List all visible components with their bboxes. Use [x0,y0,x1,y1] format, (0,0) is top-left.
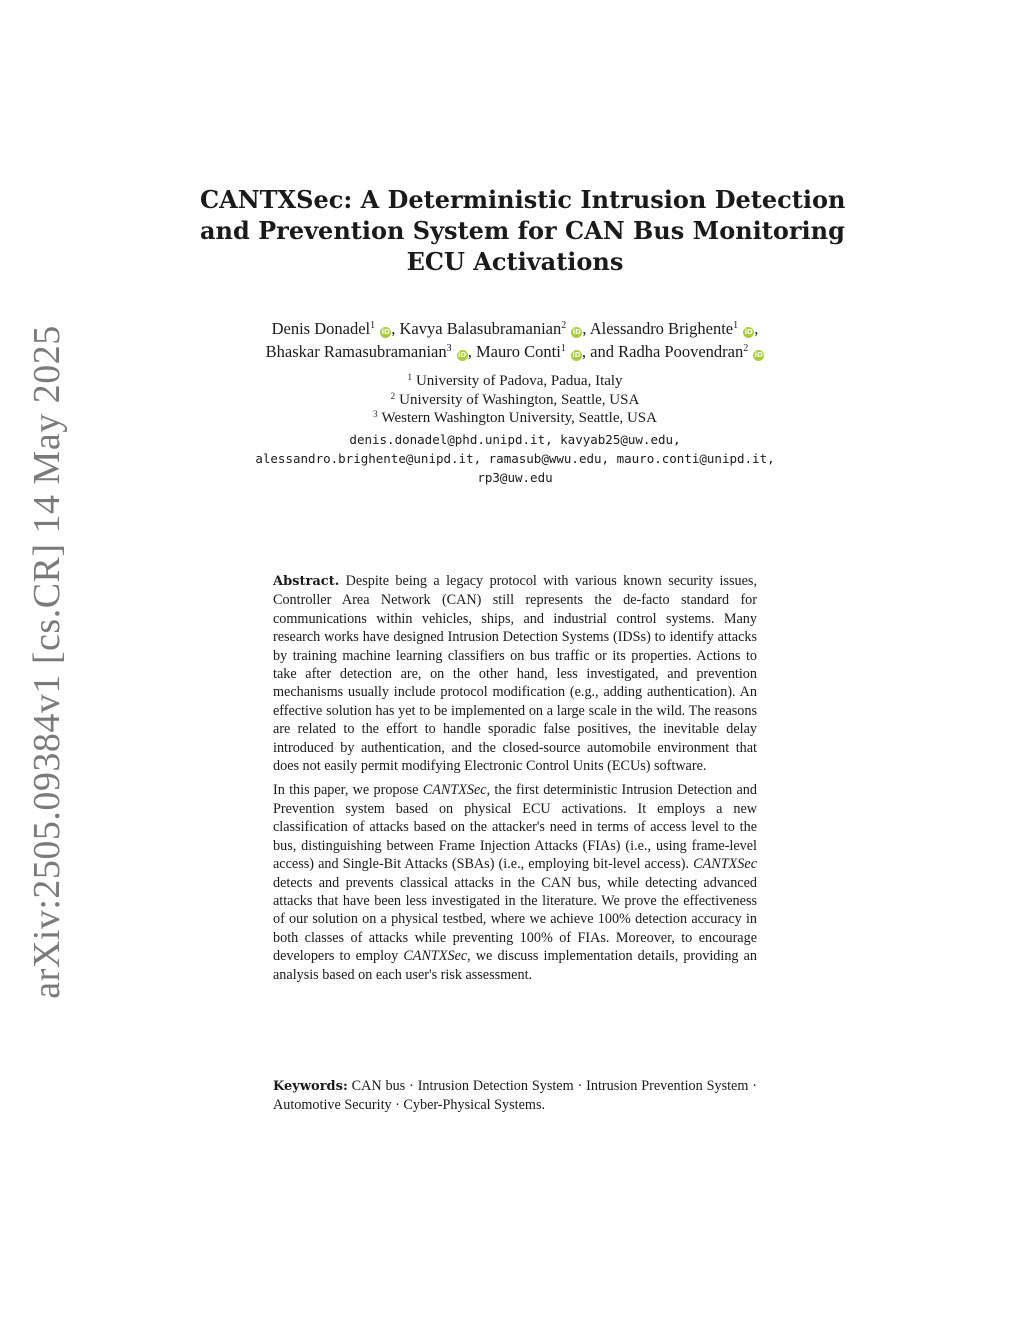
abstract-text: In this paper, we propose [273,782,423,799]
affiliation-text: Western Washington University, Seattle, USA [381,410,657,426]
orcid-icon[interactable]: iD [458,351,467,359]
abstract-text: Despite being a legacy protocol with various known security issues, Controller Area Network (CAN) still represents the de-facto standard for communications within vehicles, ships, and industrial control systems. Many research works have designed Intrusion Detection Systems (IDSs) to identify attacks by training machine learning classifiers on bus traffic or its properties. Actions to take after detection are, on the other hand, less investigated, and prevention mechanisms usually include protocol modification (e.g., adding authentication). An effective solution has yet to be implemented on a large scale in the wild. The reasons are related to the effort to handle sporadic false positives, the inevitable delay introduced by authentication, and the closed-source automobile environment that does not easily permit modifying Electronic Control Units (ECUs) software. [273,573,757,775]
author-name: Radha Poovendran [618,342,744,361]
title-line: CANTXSec: A Deterministic Intrusion Detection [200,185,846,214]
system-name: CANTXSec [403,948,468,965]
system-name: CANTXSec [422,782,487,799]
affiliation [200,409,830,428]
system-name: CANTXSec [693,856,757,873]
abstract-label: Abstract. [273,574,340,589]
author-name: Alessandro Brighente [589,319,734,338]
paper-title [200,184,846,278]
author-affiliation-mark: 2 [561,320,567,331]
author-separator: , [467,342,476,361]
arxiv-identifier: arXiv:2505.09384v1 [cs.CR] 14 May 2025 [26,325,68,999]
affiliation-list [200,372,830,428]
orcid-icon[interactable]: iD [572,351,581,359]
author-separator: , [754,319,759,338]
abstract-paragraph-2 [273,781,757,983]
abstract-text: , we discuss implementation details, providing an analysis based on each user's risk assessment. [273,948,757,983]
affiliation [200,372,830,391]
email-line[interactable]: alessandro.brighente@unipd.it, ramasub@wwu.edu, mauro.conti@unipd.it, [255,451,775,466]
keywords-label: Keywords: [273,1079,348,1094]
keywords-text: CAN bus · Intrusion Detection System · Intrusion Prevention System · Automotive Security · Cyber-Physical Systems. [273,1078,757,1114]
author-name: Mauro Conti [476,342,561,361]
author-name: Bhaskar Ramasubramanian [265,342,447,361]
keywords [273,1077,757,1115]
author-affiliation-mark: 2 [743,343,749,354]
author-affiliation-mark: 1 [733,320,739,331]
abstract-text: , the first deterministic Intrusion Detection and Prevention system based on physical ECU activations. It employs a new classification of attacks based on the attacker's need in terms of access level to the bus, distinguishing between Frame Injection Attacks (FIAs) (i.e., using frame-level access) and Single-Bit Attacks (SBAs) (i.e., employing bit-level access). [273,782,757,873]
author-line-2 [200,340,830,363]
affiliation-text: University of Washington, Seattle, USA [399,391,640,408]
author-name: Denis Donadel [271,319,371,338]
email-line[interactable]: denis.donadel@phd.unipd.it, kavyab25@uw.edu, [349,432,681,447]
author-separator: , [391,319,400,338]
affiliation-number: 3 [373,409,378,419]
affiliation-number: 2 [390,390,396,401]
email-list [200,430,830,487]
title-line: ECU Activations [406,247,624,277]
affiliation-text: University of Padova, Padua, Italy [415,373,623,389]
author-list [200,317,830,363]
abstract-paragraph-1 [273,572,757,775]
author-separator: , and [581,342,619,361]
author-affiliation-mark: 1 [560,343,566,354]
affiliation-number: 1 [407,372,412,382]
orcid-icon[interactable]: iD [572,328,581,336]
orcid-icon[interactable]: iD [754,351,763,359]
orcid-icon[interactable]: iD [381,328,390,336]
email-line[interactable]: rp3@uw.edu [477,470,553,485]
author-affiliation-mark: 3 [446,343,452,354]
abstract-text: detects and prevents classical attacks in the CAN bus, while detecting advanced attacks that have been less investigated in the literature. We prove the effectiveness of our solution on a physical testbed, where we achieve 100% detection accuracy in both classes of attacks while preventing 100% of FIAs. Moreover, to encourage developers to employ [273,874,757,965]
author-affiliation-mark: 1 [370,320,376,331]
author-line-1 [200,317,830,340]
abstract [273,572,757,990]
title-line: and Prevention System for CAN Bus Monitoring [200,216,845,246]
author-name: Kavya Balasubramanian [399,319,562,338]
author-separator: , [582,319,590,338]
affiliation [200,391,830,410]
orcid-icon[interactable]: iD [744,328,753,336]
